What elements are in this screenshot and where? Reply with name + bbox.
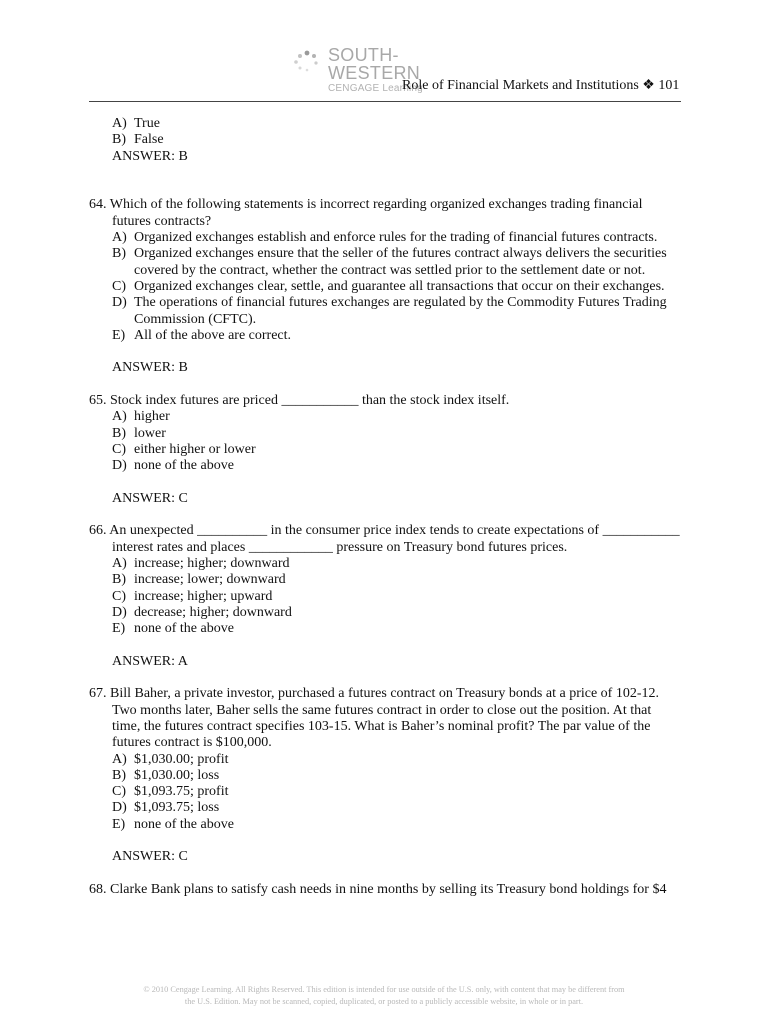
publisher-logo-mark-icon [292, 50, 320, 72]
option-letter: E) [112, 327, 126, 343]
answer-line: ANSWER: C [112, 490, 188, 506]
question-stem [89, 523, 681, 539]
option-text: False [134, 132, 164, 148]
question-stem-line-1: Clarke Bank plans to satisfy cash needs in nine months by selling its Treasury bond holdings for $4 [110, 881, 667, 897]
option-letter: C) [112, 588, 126, 604]
copyright-line-2: the U.S. Edition. May not be scanned, copied, duplicated, or posted to a publicly accessible website, in whole or in part. [184, 997, 584, 1006]
option-letter: B) [112, 132, 126, 148]
question-stem-line-3: time, the futures contract specifies 103-15. What is Baher’s nominal profit? The par value of the [112, 718, 651, 734]
option-text: increase; higher; downward [134, 556, 290, 572]
option-letter: C) [112, 441, 126, 457]
answer-line: ANSWER: B [112, 148, 188, 164]
option-e [89, 621, 681, 637]
spacer [89, 638, 681, 654]
spacer [89, 833, 681, 849]
option-letter: E) [112, 816, 126, 832]
running-head: Role of Financial Markets and Institutions ❖ 101 [402, 78, 680, 93]
option-text: $1,093.75; loss [134, 800, 220, 816]
question-number: 66. [89, 523, 107, 539]
option-c [89, 784, 681, 800]
question-number: 65. [89, 393, 107, 409]
question-stem [89, 686, 681, 702]
option-text: decrease; higher; downward [134, 604, 292, 620]
option-text: none of the above [134, 816, 234, 832]
question-65 [89, 393, 681, 507]
question-67 [89, 686, 681, 865]
option-text: Organized exchanges ensure that the seller of the futures contract always delivers the securities covered by the contract, whether the contract was settled prior to the settlement date or not. [134, 246, 667, 278]
question-stem-line-1: Bill Baher, a private investor, purchased a futures contract on Treasury bonds at a price of 102-12. [110, 686, 660, 702]
option-letter: B) [112, 246, 126, 262]
question-stem-line-2: interest rates and places ____________ pressure on Treasury bond futures prices. [112, 539, 568, 555]
option-text: lower [134, 425, 166, 441]
option-a [89, 556, 681, 572]
option-letter: C) [112, 784, 126, 800]
option-c [89, 589, 681, 605]
option-letter: A) [112, 116, 127, 131]
question-stem-line-1: Which of the following statements is incorrect regarding organized exchanges trading financial [109, 197, 643, 213]
question-stem-line-2: futures contracts? [112, 213, 212, 229]
option-text: Organized exchanges establish and enforce rules for the trading of financial futures contracts. [134, 230, 658, 246]
option-letter: D) [112, 295, 127, 311]
option-text: increase; higher; upward [134, 588, 273, 604]
question-stem-line-1: An unexpected __________ in the consumer price index tends to create expectations of ___________ [109, 523, 680, 539]
question-stem-line-1: Stock index futures are priced ___________ than the stock index itself. [110, 393, 510, 409]
option-letter: A) [112, 409, 127, 425]
option-letter: E) [112, 621, 126, 637]
question-number: 64. [89, 197, 107, 213]
option-text: either higher or lower [134, 441, 256, 457]
option-letter: A) [112, 230, 127, 246]
option-letter: B) [112, 767, 126, 783]
answer-line: ANSWER: B [112, 360, 188, 376]
logo-text-top: SOUTH-WESTERN [328, 45, 421, 83]
option-text: none of the above [134, 458, 234, 474]
option-a [89, 230, 681, 246]
option-text: True [134, 116, 160, 131]
question-68 [89, 882, 681, 898]
page-body [89, 116, 681, 915]
logo-text-bottom: CENGAGE Learning [328, 83, 423, 94]
question-stem [89, 882, 681, 898]
option-d [89, 800, 681, 816]
question-stem-line-4: futures contract is $100,000. [112, 735, 272, 751]
option-a [89, 409, 681, 425]
question-stem [89, 393, 681, 409]
answer-line: ANSWER: C [112, 849, 188, 865]
option-letter: D) [112, 458, 127, 474]
question-66 [89, 523, 681, 670]
header-divider [89, 101, 681, 102]
option-a [89, 752, 681, 768]
question-64 [89, 197, 681, 376]
spacer [89, 181, 681, 197]
option-b [89, 768, 681, 784]
option-letter: C) [112, 278, 126, 294]
copyright-footer [88, 984, 680, 1008]
spacer [89, 344, 681, 360]
option-c [89, 279, 681, 295]
option-c [89, 442, 681, 458]
option-letter: B) [112, 572, 126, 588]
question-stem [89, 197, 681, 213]
option-text: higher [134, 409, 170, 425]
spacer [89, 475, 681, 491]
option-b [89, 132, 681, 148]
question-number: 68. [89, 881, 107, 897]
copyright-line-1: © 2010 Cengage Learning. All Rights Reserved. This edition is intended for use outside of the U.S. only, with content that may be different from [143, 985, 625, 994]
option-letter: D) [112, 604, 127, 620]
option-text: $1,030.00; profit [134, 751, 229, 767]
option-text: Organized exchanges clear, settle, and guarantee all transactions that occur on their exchanges. [134, 278, 665, 294]
option-b [89, 246, 681, 279]
option-d [89, 295, 681, 328]
answer-line: ANSWER: A [112, 653, 188, 669]
option-b [89, 426, 681, 442]
option-e [89, 328, 681, 344]
option-letter: D) [112, 800, 127, 816]
option-text: $1,030.00; loss [134, 767, 220, 783]
option-text: increase; lower; downward [134, 572, 286, 588]
option-text: All of the above are correct. [134, 327, 292, 343]
option-letter: B) [112, 425, 126, 441]
option-letter: A) [112, 751, 127, 767]
option-text: $1,093.75; profit [134, 784, 229, 800]
option-b [89, 572, 681, 588]
option-a [89, 116, 681, 132]
option-d [89, 458, 681, 474]
question-number: 67. [89, 686, 107, 702]
publisher-logo [292, 44, 482, 94]
option-e [89, 817, 681, 833]
continued-question [89, 116, 681, 165]
option-letter: A) [112, 556, 127, 572]
question-stem-line-2: Two months later, Baher sells the same futures contract in order to close out the position. At that [112, 702, 652, 718]
option-text: The operations of financial futures exchanges are regulated by the Commodity Futures Trading Commission (CFTC). [134, 295, 667, 327]
option-text: none of the above [134, 621, 234, 637]
option-d [89, 605, 681, 621]
